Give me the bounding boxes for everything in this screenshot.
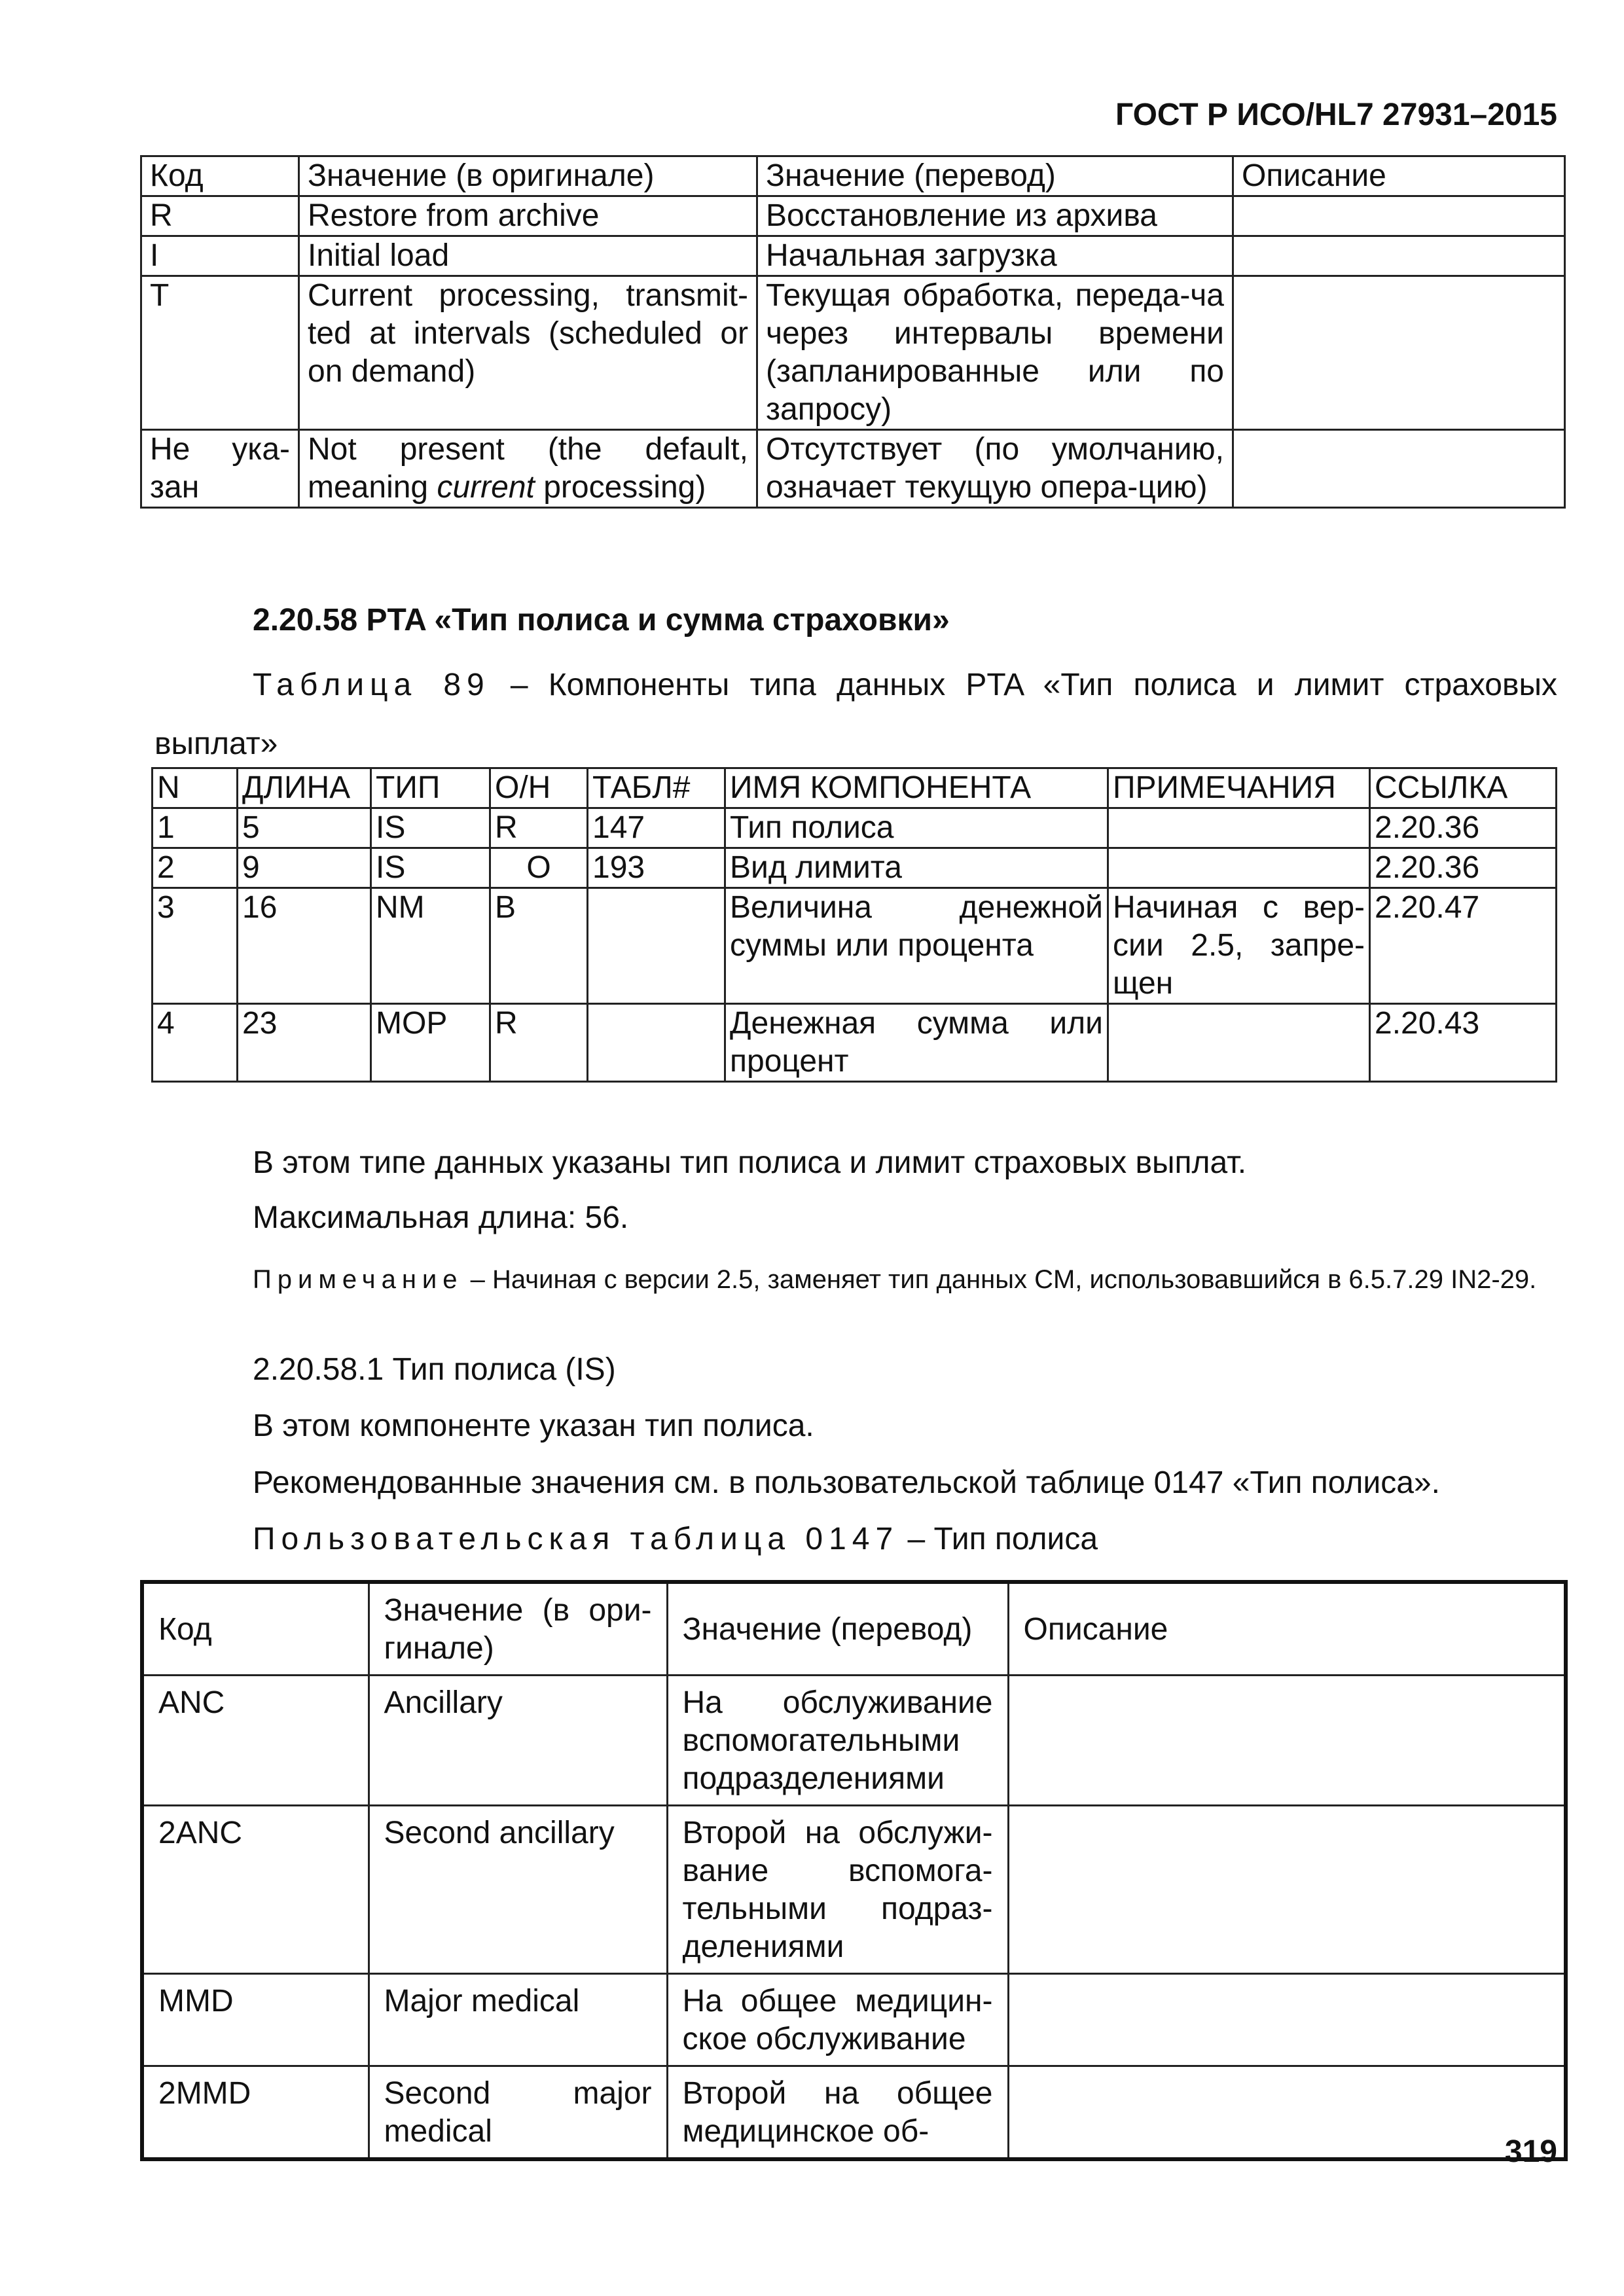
note: [154, 1250, 1557, 1309]
table-row: [153, 888, 1557, 1004]
header-cell: О/Н: [490, 768, 588, 808]
cell-text: processing): [543, 470, 706, 505]
table-cell: Current processing, transmit-ted at intervals (scheduled or on demand): [299, 276, 757, 430]
table-row: [153, 848, 1557, 888]
table-cell: Второй на общее медицинское об-: [667, 2066, 1008, 2160]
header-cell: ПРИМЕЧАНИЯ: [1108, 768, 1370, 808]
header-cell: Значение (в оригинале): [299, 156, 757, 196]
table-cell: 16: [238, 888, 371, 1004]
table-cell: [299, 430, 757, 508]
table-cell: Second major medical: [369, 2066, 667, 2160]
table-cell: Текущая обработка, переда-ча через интервалы времени (запланированные или по запросу): [757, 276, 1233, 430]
table-cell: T: [141, 276, 299, 430]
table-cell: Начальная загрузка: [757, 236, 1233, 276]
table-cell: [1108, 848, 1370, 888]
table-row: [153, 808, 1557, 848]
header-cell: ДЛИНА: [238, 768, 371, 808]
note-text: – Начиная с версии 2.5, заменяет тип данных CM, использовавшийся в 6.5.7.29 IN2-29.: [470, 1265, 1537, 1294]
user-table-caption: [253, 1520, 1098, 1558]
policy-type-table: [140, 1580, 1568, 2161]
table-cell: 2.20.47: [1370, 888, 1557, 1004]
table-row: [142, 1676, 1566, 1806]
table-cell: NM: [371, 888, 490, 1004]
table-row: [141, 430, 1565, 508]
table-cell: На обслуживание вспомогательными подразделениями: [667, 1676, 1008, 1806]
table-cell: Денежная сумма или процент: [725, 1004, 1108, 1082]
table-cell: Second ancillary: [369, 1806, 667, 1974]
table-cell: Ancillary: [369, 1676, 667, 1806]
table-cell: [1108, 808, 1370, 848]
table-cell: [588, 1004, 725, 1082]
table-cell: Major medical: [369, 1974, 667, 2066]
table-cell: R: [141, 196, 299, 236]
table-cell: [1233, 196, 1565, 236]
table-caption: [154, 656, 1557, 774]
table-cell: MOP: [371, 1004, 490, 1082]
document-header: ГОСТ Р ИСО/HL7 27931–2015: [1115, 98, 1557, 132]
table-cell: [1233, 236, 1565, 276]
table-cell: IS: [371, 848, 490, 888]
table-cell: Вид лимита: [725, 848, 1108, 888]
table-cell: 1: [153, 808, 238, 848]
table-cell: 2: [153, 848, 238, 888]
table-cell: 23: [238, 1004, 371, 1082]
table-cell: 193: [588, 848, 725, 888]
table-cell: Восстановление из архива: [757, 196, 1233, 236]
table-cell: [1108, 1004, 1370, 1082]
table-row: [141, 276, 1565, 430]
section-title: 2.20.58 PTA «Тип полиса и сумма страховки»: [253, 603, 950, 637]
note-label: Примечание: [253, 1265, 463, 1294]
italic-text: current: [437, 470, 535, 505]
header-cell: Значение (перевод): [757, 156, 1233, 196]
header-cell: ТИП: [371, 768, 490, 808]
table-cell: [1008, 1806, 1566, 1974]
cell-text: Not present (the default, meaning: [308, 432, 748, 505]
table-row: [142, 1974, 1566, 2066]
table-cell: Величина денежной суммы или процента: [725, 888, 1108, 1004]
header-cell: ССЫЛКА: [1370, 768, 1557, 808]
table-cell: Отсутствует (по умолчанию, означает текущую опера-цию): [757, 430, 1233, 508]
table-cell: 2ANC: [142, 1806, 369, 1974]
table-cell: Initial load: [299, 236, 757, 276]
table-cell: R: [490, 808, 588, 848]
table-row: [141, 196, 1565, 236]
table-header-row: [142, 1582, 1566, 1676]
table-row: [153, 1004, 1557, 1082]
table-row: [141, 236, 1565, 276]
table-cell: [1008, 2066, 1566, 2160]
table-cell: Начиная с вер-сии 2.5, запре-щен: [1108, 888, 1370, 1004]
table-cell: [1233, 276, 1565, 430]
header-cell: Описание: [1008, 1582, 1566, 1676]
table-cell: Тип полиса: [725, 808, 1108, 848]
header-cell: ТАБЛ#: [588, 768, 725, 808]
table-cell: Второй на обслужи-вание вспомога-тельными подраз-делениями: [667, 1806, 1008, 1974]
table-cell: 2.20.36: [1370, 808, 1557, 848]
table-cell: [1008, 1974, 1566, 2066]
table-cell: 4: [153, 1004, 238, 1082]
caption-label: Пользовательская таблица 0147: [253, 1522, 899, 1556]
table-cell: 3: [153, 888, 238, 1004]
caption-text: – Тип полиса: [907, 1522, 1098, 1556]
header-cell: Код: [141, 156, 299, 196]
paragraph: Максимальная длина: 56.: [253, 1200, 629, 1235]
paragraph: В этом компоненте указан тип полиса.: [253, 1408, 814, 1443]
components-table: [151, 767, 1557, 1083]
paragraph: В этом типе данных указаны тип полиса и лимит страховых выплат.: [253, 1145, 1247, 1180]
header-cell: Значение (перевод): [667, 1582, 1008, 1676]
table-row: [142, 2066, 1566, 2160]
table-cell: B: [490, 888, 588, 1004]
header-cell: Код: [142, 1582, 369, 1676]
caption-text: – Компоненты типа данных PTA «Тип полиса и лимит страховых выплат»: [154, 668, 1557, 761]
header-cell: N: [153, 768, 238, 808]
table-cell: 2.20.43: [1370, 1004, 1557, 1082]
table-cell: 9: [238, 848, 371, 888]
table-row: [142, 1806, 1566, 1974]
table-cell: 5: [238, 808, 371, 848]
code-values-table: [140, 155, 1566, 509]
header-cell: Значение (в ори-гинале): [369, 1582, 667, 1676]
table-cell: MMD: [142, 1974, 369, 2066]
header-cell: Описание: [1233, 156, 1565, 196]
table-cell: Не ука-зан: [141, 430, 299, 508]
table-cell: Restore from archive: [299, 196, 757, 236]
header-cell: ИМЯ КОМПОНЕНТА: [725, 768, 1108, 808]
table-cell: 147: [588, 808, 725, 848]
table-cell: [1008, 1676, 1566, 1806]
table-cell: IS: [371, 808, 490, 848]
table-cell: O: [490, 848, 588, 888]
table-header-row: [153, 768, 1557, 808]
caption-label: Таблица 89: [253, 668, 490, 702]
paragraph: Рекомендованные значения см. в пользовательской таблице 0147 «Тип полиса».: [253, 1465, 1440, 1500]
table-cell: [588, 888, 725, 1004]
table-cell: R: [490, 1004, 588, 1082]
table-header-row: [141, 156, 1565, 196]
table-cell: ANC: [142, 1676, 369, 1806]
table-cell: [1233, 430, 1565, 508]
subsection-title: 2.20.58.1 Тип полиса (IS): [253, 1352, 616, 1387]
page-number: 319: [1504, 2134, 1557, 2169]
table-cell: I: [141, 236, 299, 276]
table-cell: На общее медицин-ское обслуживание: [667, 1974, 1008, 2066]
table-cell: 2.20.36: [1370, 848, 1557, 888]
table-cell: 2MMD: [142, 2066, 369, 2160]
